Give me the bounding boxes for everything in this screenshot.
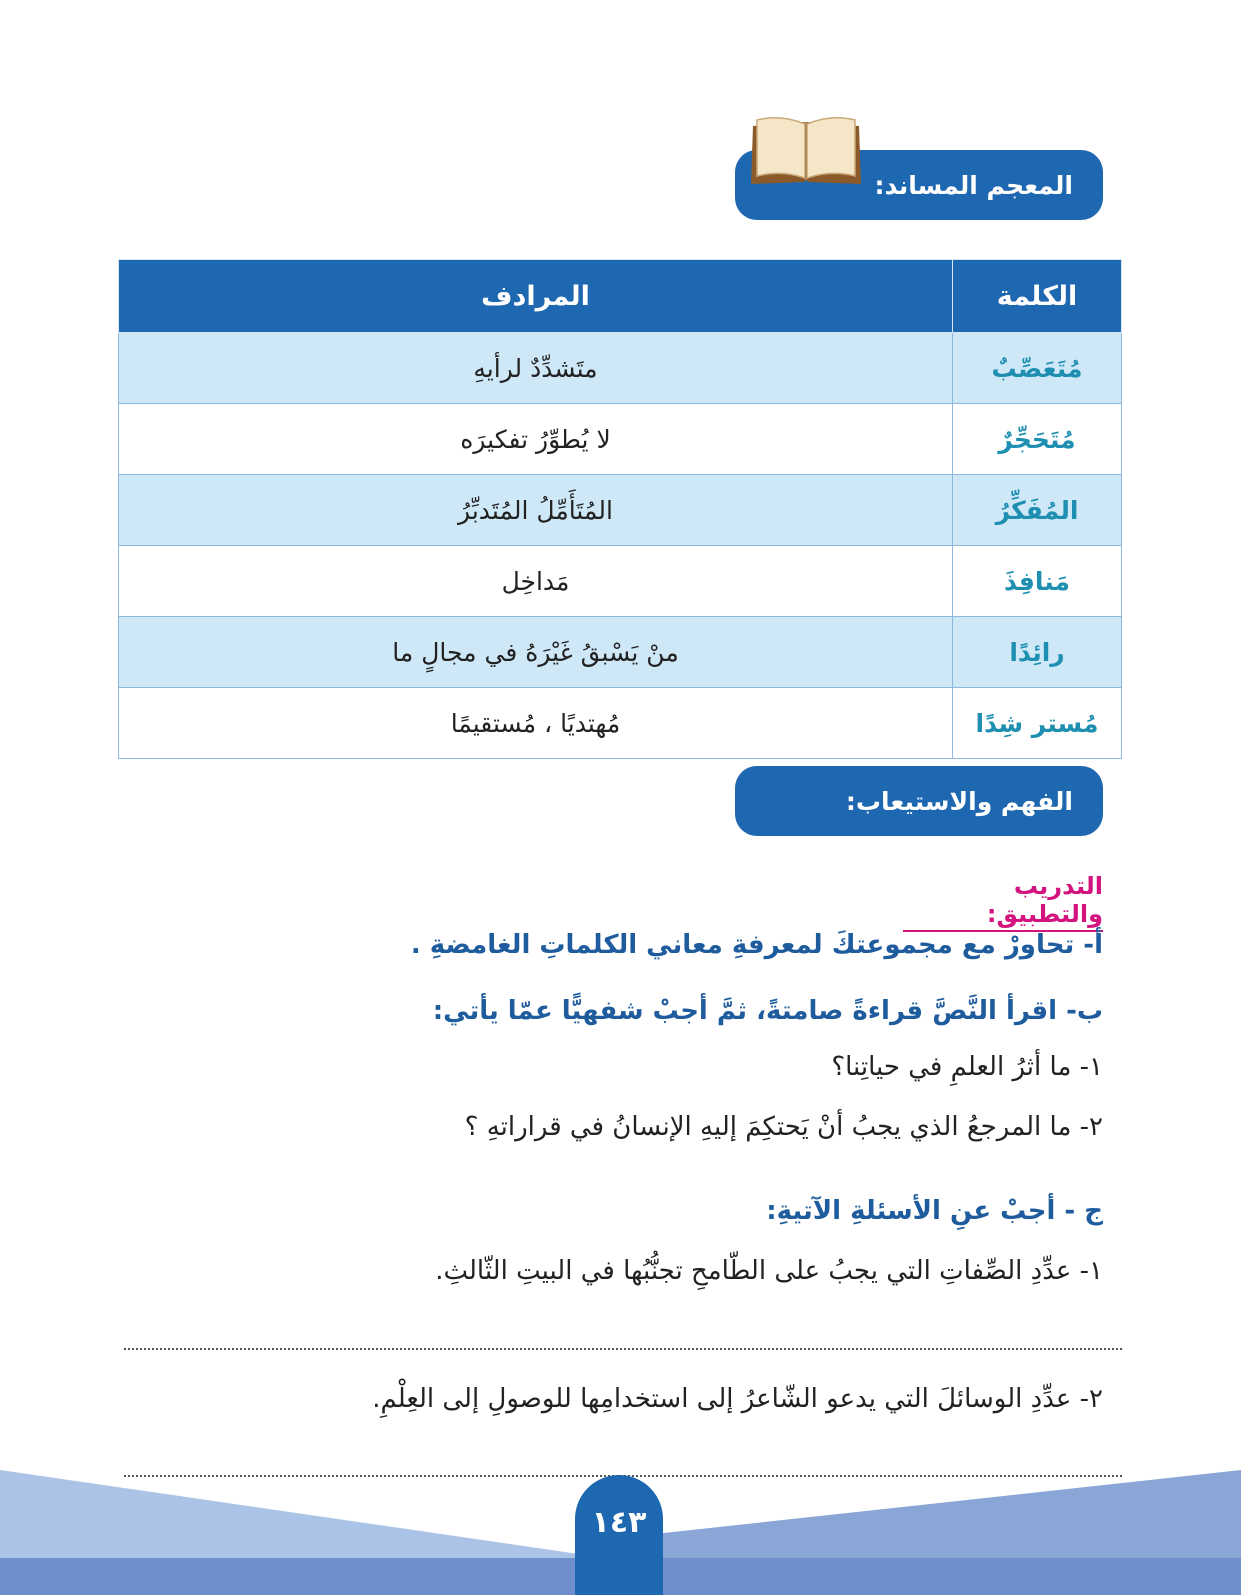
table-row (119, 688, 1122, 759)
question-b1: ١- ما أثرُ العلمِ في حياتِنا؟ (831, 1052, 1103, 1082)
dictionary-section-banner (735, 150, 1103, 220)
row-word: رائِدًا (953, 617, 1122, 688)
row-synonym: لا يُطوِّرُ تفكيرَه (119, 404, 953, 475)
row-synonym: المُتَأَمِّلُ المُتَدبِّرُ (119, 475, 953, 546)
question-b2: ٢- ما المرجعُ الذي يجبُ أنْ يَحتكِمَ إليهِ الإنسانُ في قراراتهِ ؟ (464, 1112, 1103, 1142)
row-synonym: مُهتديًا ، مُستقيمًا (119, 688, 953, 759)
table-row (119, 475, 1122, 546)
header-word: الكلمة (953, 260, 1122, 333)
comprehension-section-banner (735, 766, 1103, 836)
row-word: مُستر شِدًا (953, 688, 1122, 759)
question-c: ج - أجبْ عنِ الأسئلةِ الآتيةِ: (766, 1196, 1103, 1226)
answer-line[interactable] (124, 1348, 1122, 1350)
dictionary-title: المعجم المساند: (874, 170, 1073, 200)
table-row (119, 404, 1122, 475)
row-synonym: منْ يَسْبقُ غَيْرَهُ في مجالٍ ما (119, 617, 953, 688)
row-word: مُتَحَجِّرٌ (953, 404, 1122, 475)
table-row (119, 617, 1122, 688)
training-title: التدريب والتطبيق: (903, 872, 1103, 932)
comprehension-title: الفهم والاستيعاب: (845, 786, 1073, 816)
question-a: أ- تحاورْ مع مجموعتكَ لمعرفةِ معاني الكلماتِ الغامضةِ . (410, 930, 1103, 960)
table-row (119, 546, 1122, 617)
row-word: المُفَكِّرُ (953, 475, 1122, 546)
header-synonym: المرادف (119, 260, 953, 333)
table-header-row (119, 260, 1122, 333)
page-number: ١٤٣ (575, 1475, 663, 1595)
vocabulary-table (118, 259, 1122, 759)
row-word: مَنافِذَ (953, 546, 1122, 617)
row-word: مُتَعَصِّبٌ (953, 333, 1122, 404)
open-book-icon (745, 112, 867, 186)
row-synonym: متَشدِّدٌ لرأيهِ (119, 333, 953, 404)
table-row (119, 333, 1122, 404)
question-b: ب- اقرأ النَّصَّ قراءةً صامتةً، ثمَّ أجبْ شفهيًّا عمّا يأتي: (432, 996, 1103, 1026)
row-synonym: مَداخِل (119, 546, 953, 617)
question-c2: ٢- عدِّدِ الوسائلَ التي يدعو الشّاعرُ إلى استخدامِها للوصولِ إلى العِلْمِ. (372, 1384, 1103, 1414)
question-c1: ١- عدِّدِ الصِّفاتِ التي يجبُ على الطّامحِ تجنُّبُها في البيتِ الثّالثِ. (435, 1256, 1103, 1286)
